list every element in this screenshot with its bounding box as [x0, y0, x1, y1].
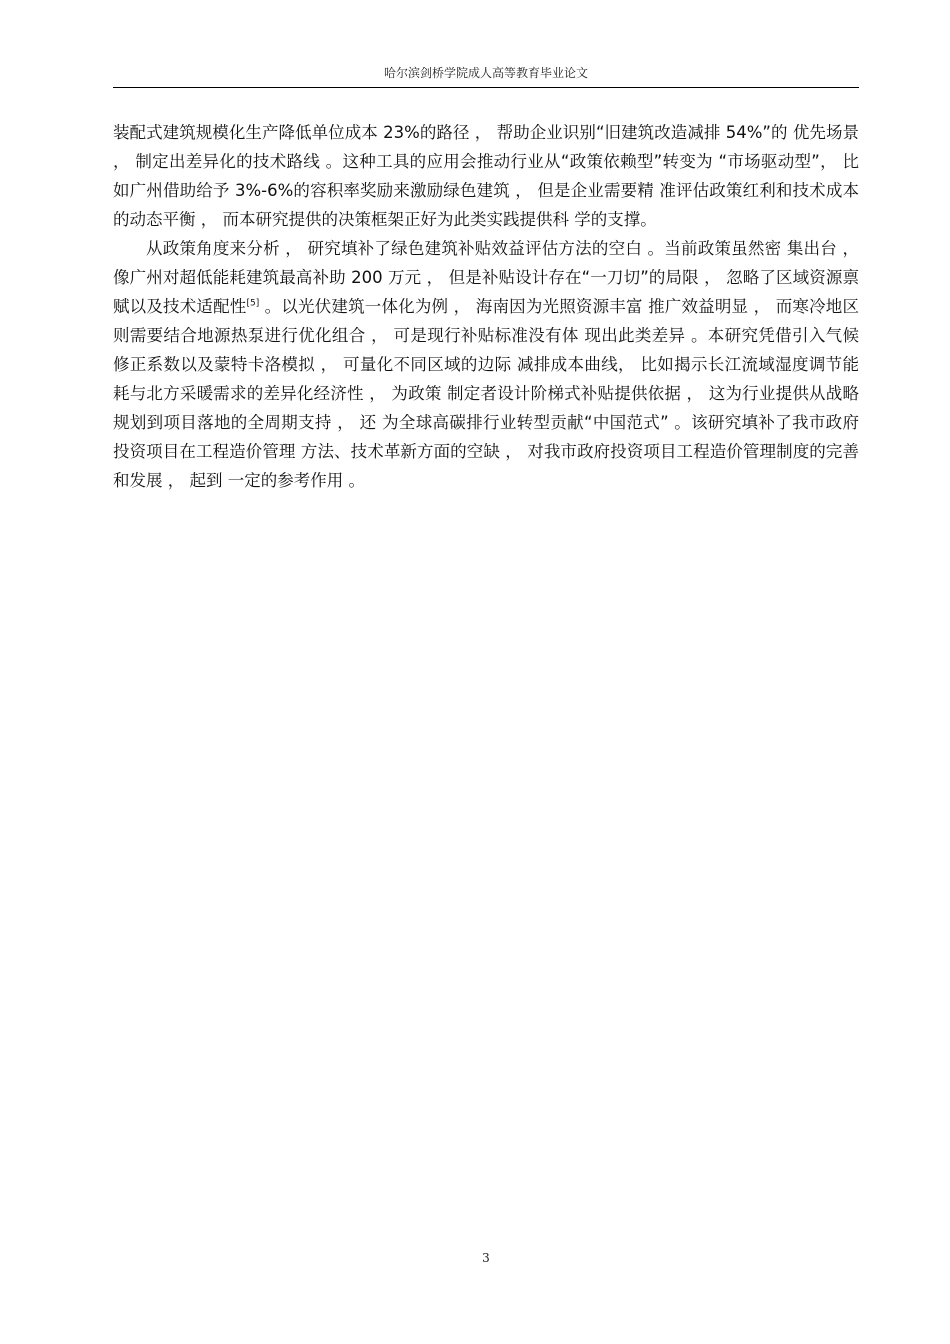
paragraph-policy-analysis — [113, 234, 859, 495]
document-body — [113, 118, 859, 495]
paragraph-policy-text-start: 从政策角度来分析 ， 研究填补了绿色建筑补贴效益评估方法的空白 。当前政策虽然密 集出台 ， 像广州对超低能耗建筑最高补助 200 万元 ， 但是补贴设计存在“一刀切”的局限 ， 忽略了区域资源禀赋以及技术适配性 — [113, 239, 859, 316]
paragraph-continued: 装配式建筑规模化生产降低单位成本 23%的路径 ， 帮助企业识别“旧建筑改造减排 54%”的 优先场景 ， 制定出差异化的技术路线 。这种工具的应用会推动行业从“政策依赖型”转变为 “市场驱动型”， 比如广州借助给予 3%-6%的容积率奖励来激励绿色建筑 ， 但是企业需要精 准评估政策红利和技术成本的动态平衡 ， 而本研究提供的决策框架正好为此类实践提供科 学的支撑。 — [113, 123, 859, 229]
paragraph-policy-text-end: 。以光伏建筑一体化为例 ， 海南因为光照资源丰富 推广效益明显 ， 而寒冷地区则需要结合地源热泵进行优化组合 ， 可是现行补贴标准没有体 现出此类差异 。本研究凭借引入气候修正系数以及蒙特卡洛模拟 ， 可量化不同区域的边际 减排成本曲线， 比如揭示长江流域湿度调节能耗与北方采暖需求的差异化经济性 ， 为政策 制定者设计阶梯式补贴提供依据 ， 这为行业提供从战略规划到项目落地的全周期支持 ， 还 为全球高碳排行业转型贡献“中国范式” 。该研究填补了我市政府投资项目在工程造价管理 方法、技术革新方面的空缺 ， 对我市政府投资项目工程造价管理制度的完善和发展 ， 起到 一定的参考作用 。 — [113, 297, 859, 490]
page-header: 哈尔滨剑桥学院成人高等教育毕业论文 — [383, 66, 588, 80]
page-number: 3 — [482, 1251, 490, 1265]
header-divider — [113, 87, 859, 88]
citation-reference: [5] — [246, 298, 260, 309]
